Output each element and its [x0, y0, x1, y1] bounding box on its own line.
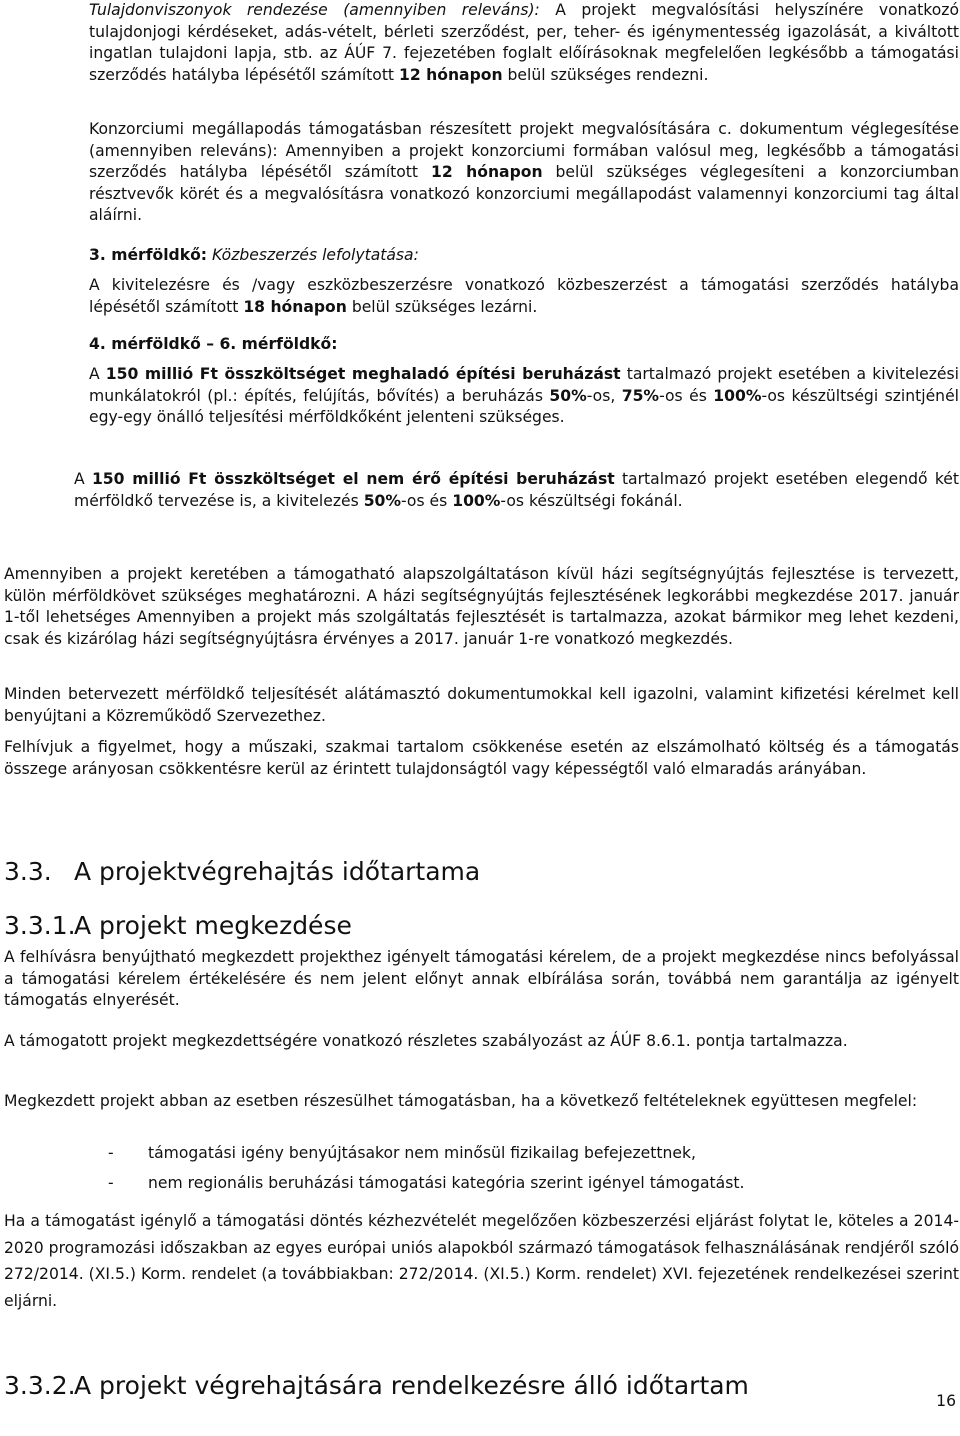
milestone-3-heading [89, 245, 959, 267]
m4-b1: 150 millió Ft összköltséget meghaladó építési beruházást [105, 365, 621, 383]
m4-a5: -os készültségi szintjénél egy-egy önálló teljesítési mérföldkőként jelenteni szükséges. [89, 386, 959, 427]
section-number: 3.3.2. [4, 1371, 76, 1400]
paragraph-attention: Felhívjuk a figyelmet, hogy a műszaki, szakmai tartalom csökkenése esetén az elszámolható költség és a támogatás összege arányosan csökkentésre kerül az érintett tulajdonságtól vagy képességtől való elmaradás arányában. [4, 738, 959, 778]
milestone-3-title: Közbeszerzés lefolytatása: [207, 246, 419, 264]
m5-a4: -os készültségi fokánál. [500, 491, 683, 510]
m4-b3: 75% [621, 386, 660, 405]
paragraph-application: A felhívásra benyújtható megkezdett projekthez igényelt támogatási kérelem, de a projekt megkezdése nincs befolyással a támogatási kérelem értékelésére és nem jelent előnyt annak elbírálása során, továbbá nem garantálja az igényelt támogatás elnyerését. [4, 948, 959, 1010]
paragraph-milestone-proof: Minden betervezett mérföldkő teljesítését alátámasztó dokumentumokkal kell igazolni, valamint kifizetési kérelmet kell benyújtani a Közreműködő Szervezethez. [4, 685, 959, 725]
section-title: A projektvégrehajtás időtartama [74, 857, 481, 886]
list-marker: - [108, 1174, 114, 1192]
list-item-text: támogatási igény benyújtásakor nem minősül fizikailag befejezettnek, [148, 1144, 696, 1162]
consortium-text-a: Konzorciumi megállapodás támogatásban részesített projekt megvalósítására c. dokumentum véglegesítése (amennyiben releváns): Amennyiben a projekt konzorciumi formában valósul meg, legkésőbb a támogatási szerződés hatályba lépésétől számított [89, 120, 959, 182]
ownership-text-b: belül szükséges rendezni. [502, 65, 709, 84]
list-item [108, 1173, 114, 1195]
milestone-3-text-b: belül szükséges lezárni. [346, 297, 538, 316]
paragraph-procurement: Ha a támogatást igénylő a támogatási döntés kézhezvételét megelőzően közbeszerzési eljárást folytat le, köteles a 2014-2020 programozási időszakban az egyes európai uniós alapokból származó támogatások felhasználásának rendjéről szóló 272/2014. (XI.5.) Korm. rendelet (a továbbiakban: 272/2014. (XI.5.) Korm. rendelet) XVI. fejezetének rendelkezései szerint eljárni. [4, 1212, 959, 1310]
m5-b1: 150 millió Ft összköltséget el nem érő építési beruházást [91, 470, 615, 488]
ownership-text-a: A projekt megvalósítási helyszínére vonatkozó tulajdonjogi kérdéseket, adás-vételt, bérleti szerződést, per, teher- és igénymentesség igazolását, a kiváltott ingatlan tulajdoni lapja, stb. az ÁÚF 7. fejezetében foglalt előírásoknak megfelelően legkésőbb a támogatási szerződés hatályba lépésétől számított [89, 1, 959, 84]
section-heading-3-3 [4, 857, 480, 887]
milestone-4-6-heading [89, 334, 959, 356]
m4-a2: tartalmazó projekt esetében a kivitelezési munkálatokról (pl.: építés, felújítás, bővítés) a beruházás [89, 365, 959, 405]
m4-a1: A [89, 365, 106, 383]
paragraph-under-150m [74, 469, 959, 512]
section-heading-3-3-1 [4, 911, 352, 941]
page-number: 16 [936, 1392, 956, 1410]
section-number: 3.3. [4, 857, 52, 886]
section-title: A projekt végrehajtására rendelkezésre álló időtartam [74, 1371, 749, 1400]
m4-a3: -os, [586, 386, 622, 405]
paragraph-started-project: Megkezdett projekt abban az esetben részesülhet támogatásban, ha a következő feltételeknek együttesen megfelel: [4, 1092, 918, 1110]
milestone-3-text [89, 275, 959, 318]
paragraph-regulation: A támogatott projekt megkezdettségére vonatkozó részletes szabályozást az ÁÚF 8.6.1. pontja tartalmazza. [4, 1032, 848, 1050]
m5-a3: -os és [401, 491, 453, 510]
section-heading-3-3-2 [4, 1371, 749, 1401]
m5-a2: tartalmazó projekt esetében elegendő két mérföldkő tervezése is, a kivitelezés [74, 470, 960, 510]
m4-b4: 100% [713, 386, 762, 405]
m5-a1: A [74, 470, 92, 488]
section-title: A projekt megkezdése [74, 911, 352, 940]
section-number: 3.3.1. [4, 911, 76, 940]
milestone-3-text-a: A kivitelezésre és /vagy eszközbeszerzésre vonatkozó közbeszerzést a támogatási szerződés hatályba lépésétől számított [89, 276, 959, 316]
milestone-3-deadline: 18 hónapon [243, 297, 347, 316]
list-item [108, 1143, 114, 1165]
milestone-4-6-title: 4. mérföldkő – 6. mérföldkő: [89, 335, 338, 353]
paragraph-home-care: Amennyiben a projekt keretében a támogatható alapszolgáltatáson kívül házi segítségnyújtás fejlesztése is tervezett, külön mérföldkövet szükséges meghatározni. A házi segítségnyújtás fejlesztésének legkorábbi megkezdése 2017. január 1-től lehetséges Amennyiben a projekt más szolgáltatás fejlesztését is tartalmazza, azokat bármikor meg lehet kezdeni, csak és kizárólag házi segítségnyújtásra érvényes a 2017. január 1-re vonatkozó megkezdés. [4, 565, 959, 648]
m5-b3: 100% [452, 491, 501, 510]
consortium-deadline: 12 hónapon [431, 163, 543, 182]
m4-b2: 50% [549, 386, 587, 405]
list-marker: - [108, 1144, 114, 1162]
milestone-3-number: 3. mérföldkő: [89, 246, 208, 264]
milestone-4-6-text [89, 364, 959, 429]
ownership-deadline: 12 hónapon [399, 65, 503, 84]
paragraph-ownership [89, 0, 959, 86]
m5-b2: 50% [363, 491, 402, 510]
list-item-text: nem regionális beruházási támogatási kategória szerint igényel támogatást. [148, 1174, 745, 1192]
m4-a4: -os és [659, 386, 714, 405]
paragraph-consortium [89, 119, 959, 227]
consortium-text-b: belül szükséges véglegesíteni a konzorciumban résztvevők körét és a megvalósításra vonatkozó konzorciumi megállapodást valamennyi konzorciumi tag által aláírni. [89, 163, 959, 225]
ownership-label: Tulajdonviszonyok rendezése (amennyiben releváns): [89, 1, 540, 19]
